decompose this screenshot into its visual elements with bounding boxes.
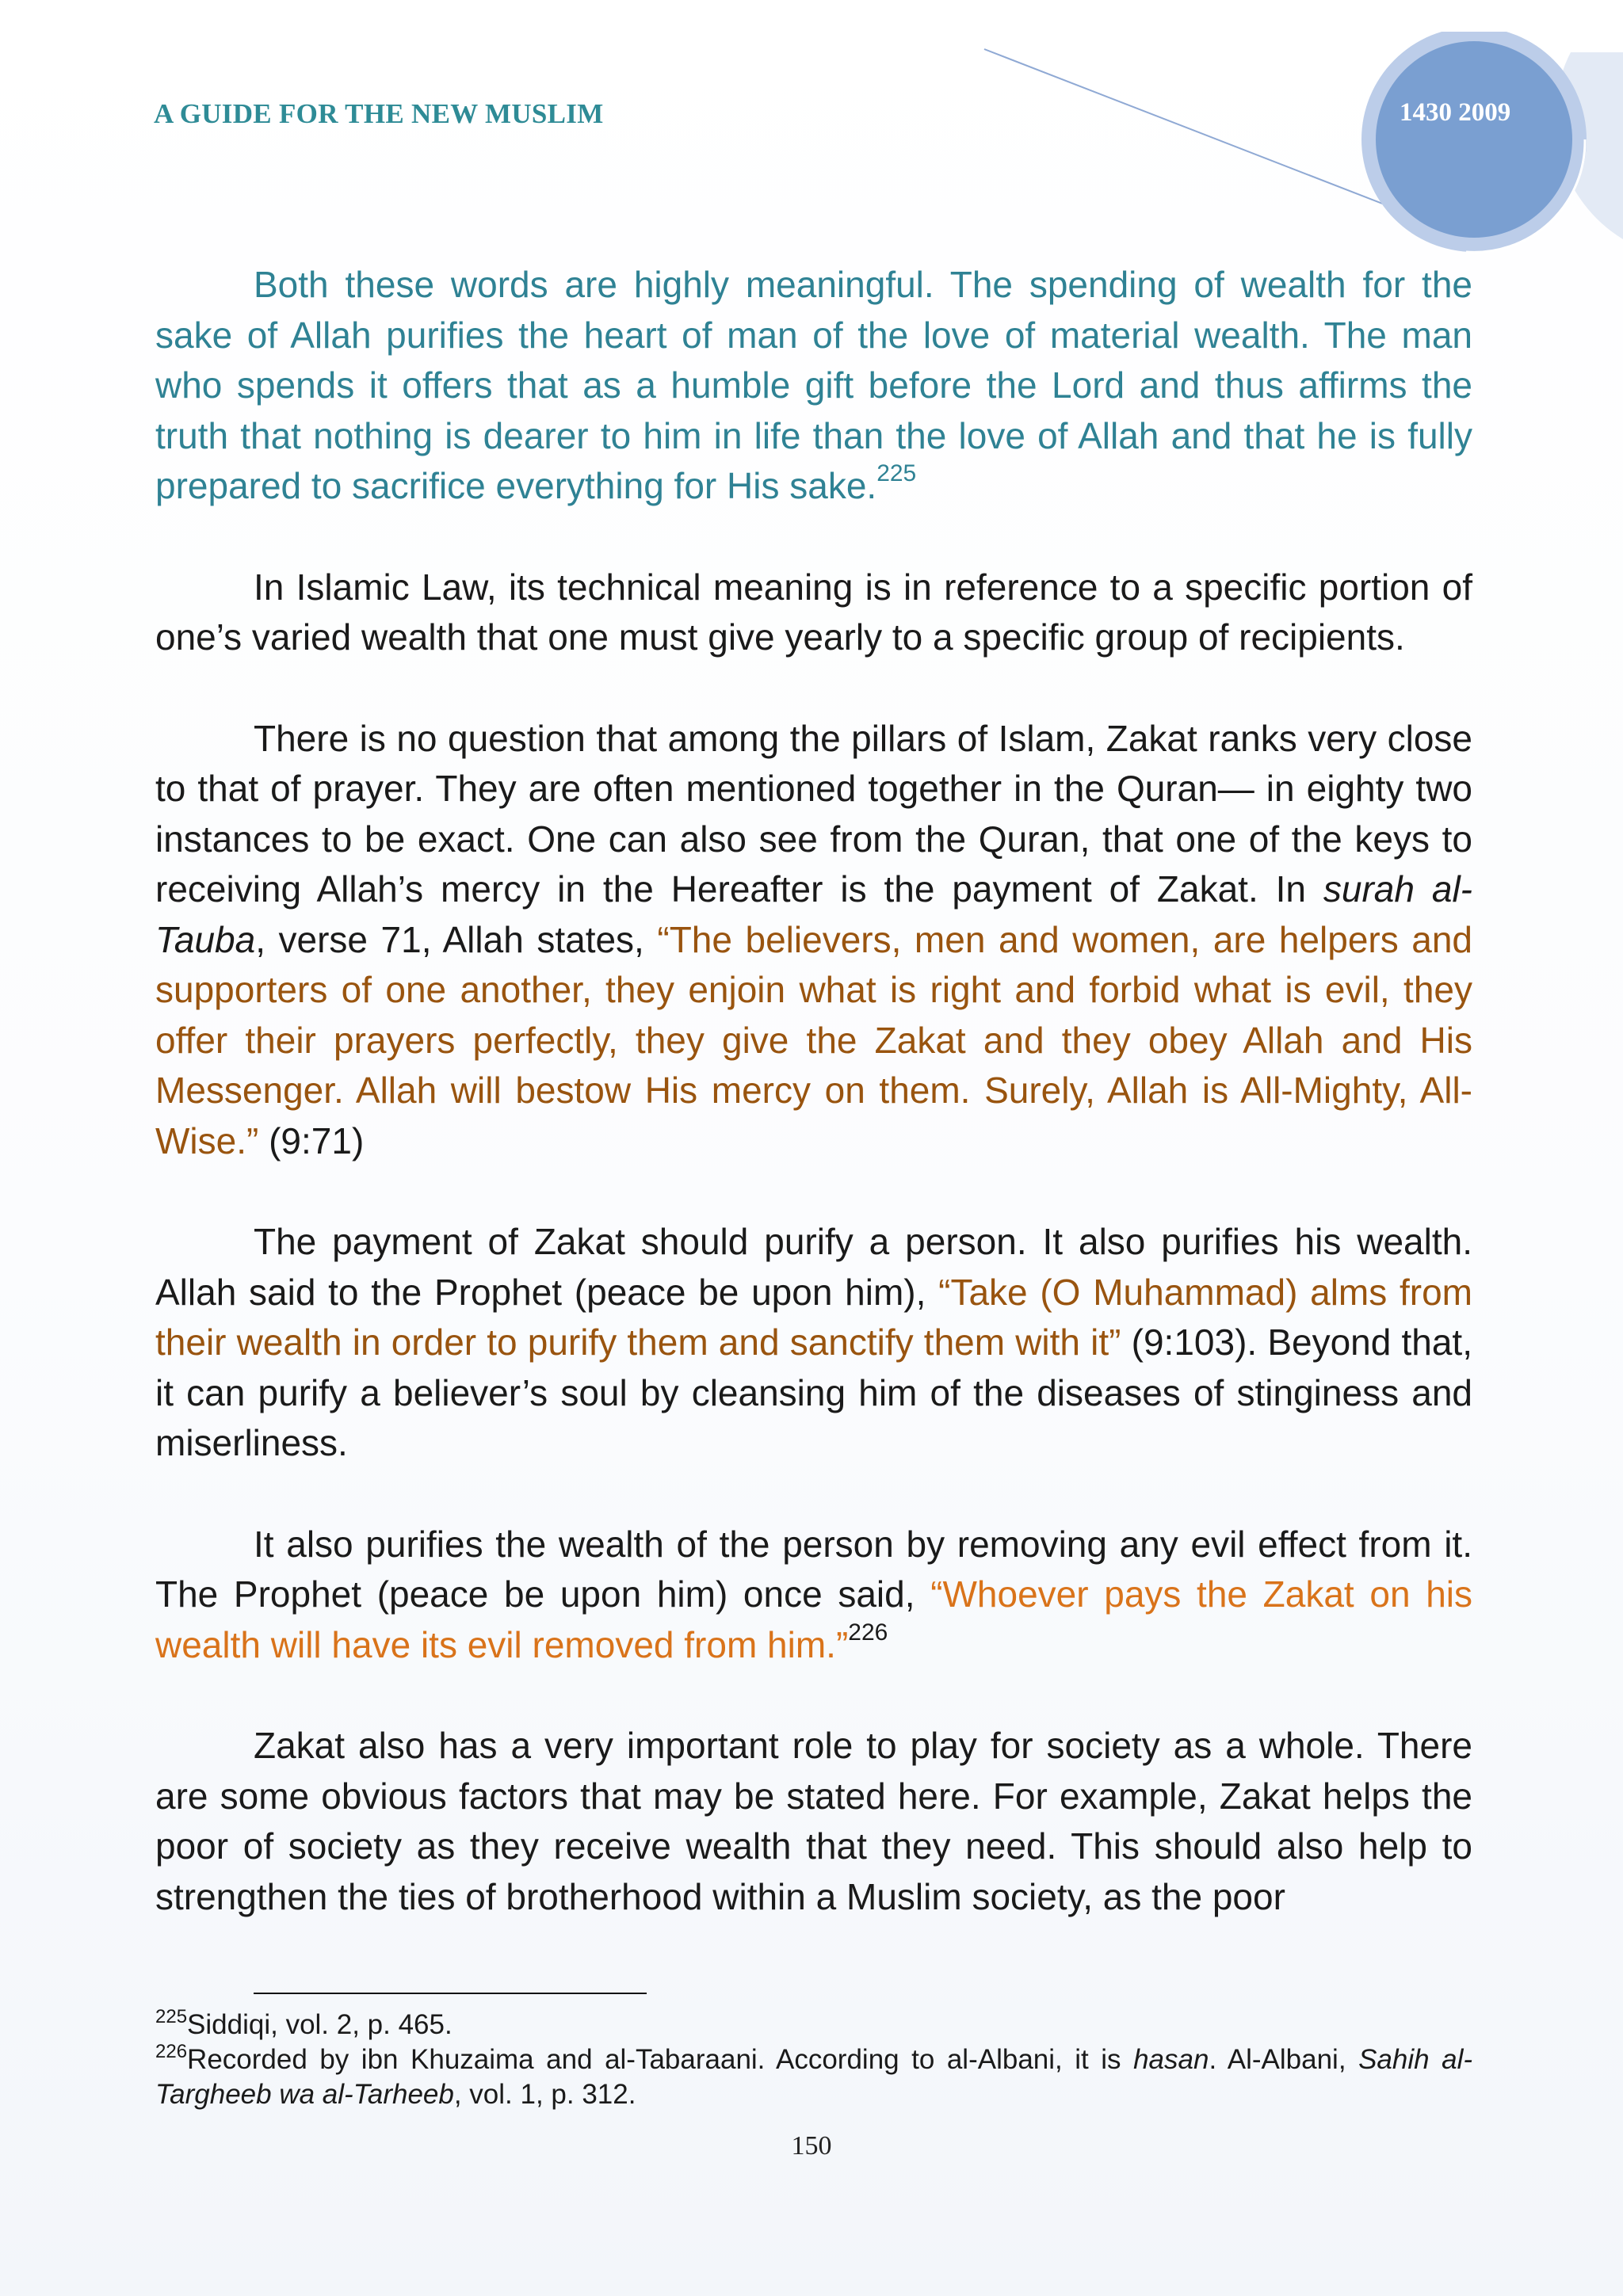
paragraph-islamic-law <box>155 563 1472 663</box>
footnote-text: Recorded by ibn Khuzaima and al-Tabaraani. According to al-Albani, it is <box>187 2044 1121 2075</box>
paragraph-text: There is no question that among the pillars of Islam, Zakat ranks very close to that of prayer. They are often mentioned together in the Quran— in eighty two instances to be exact. One can also see from the Quran, that one of the keys to receiving Allah’s mercy in the Hereafter is the payment of Zakat. In <box>155 717 1472 910</box>
footnote-text: Siddiqi, vol. 2, p. 465. <box>187 2009 453 2040</box>
paragraph-text: Zakat also has a very important role to play for society as a whole. There are some obvious factors that may be stated here. For example, Zakat helps the poor of society as they receive wealth that they need. This should also help to strengthen the ties of brotherhood within a Muslim society, as the poor <box>155 1725 1472 1917</box>
paragraph-text: In Islamic Law, its technical meaning is in reference to a specific portion of one’s varied wealth that one must give yearly to a specific group of recipients. <box>155 566 1472 658</box>
paragraph-society <box>155 1721 1472 1922</box>
paragraph-purify-person <box>155 1217 1472 1469</box>
footnote-grading: hasan <box>1133 2044 1209 2075</box>
paragraph-text: The payment of Zakat should purify a person. It also purifies his wealth. Allah said to the Prophet (peace be upon him), <box>155 1221 1472 1313</box>
footnote-226 <box>155 2042 1472 2112</box>
footnote-225 <box>155 2008 1472 2042</box>
header-circle-decoration <box>975 32 1623 269</box>
page-number: 150 <box>791 2131 832 2161</box>
quran-quote: “Take (O Muhammad) alms from their wealth in order to purify them and sanctify them with it” <box>155 1271 1472 1363</box>
paragraph-text: (9:103). Beyond that, it can purify a believer’s soul by cleansing him of the diseases of stinginess and miserliness. <box>155 1322 1472 1463</box>
paragraph-text: , verse 71, Allah states, <box>255 918 644 960</box>
footnotes <box>155 2008 1472 2112</box>
paragraph-text: It also purifies the wealth of the person by removing any evil effect from it. The Prophet (peace be upon him) once said, <box>155 1523 1472 1615</box>
paragraph-zakat-meaning <box>155 260 1472 512</box>
footnote-divider <box>254 1993 647 1994</box>
footnote-book-title: Sahih al-Targheeb wa al-Tarheeb <box>155 2044 1473 2110</box>
footnote-number: 226 <box>155 2041 188 2062</box>
hadith-quote: “Whoever pays the Zakat on his wealth will have its evil removed from him.” <box>155 1573 1473 1665</box>
running-header-title: A GUIDE FOR THE NEW MUSLIM <box>154 98 604 129</box>
paragraph-pillars <box>155 714 1472 1167</box>
running-header-year: 1430 2009 <box>1400 98 1511 127</box>
verse-reference: (9:71) <box>269 1119 365 1161</box>
footnote-ref-226: 226 <box>848 1619 888 1646</box>
footnote-text: , vol. 1, p. 312. <box>453 2079 636 2110</box>
footnote-number: 225 <box>155 2006 188 2027</box>
paragraph-text: Both these words are highly meaningful. The spending of wealth for the sake of Allah purifies the heart of man of the love of material wealth. The man who spends it offers that as a humble gift before the Lord and thus affirms the truth that nothing is dearer to him in life than the love of Allah and that he is fully prepared to sacrifice everything for His sake. <box>155 264 1472 506</box>
surah-name: surah al-Tauba <box>155 868 1472 960</box>
footnote-ref-225: 225 <box>876 460 917 486</box>
footnote-text: . Al-Albani, <box>1209 2044 1346 2075</box>
body-text <box>155 260 1472 1973</box>
paragraph-purify-wealth <box>155 1520 1472 1671</box>
quran-quote: “The believers, men and women, are helpers and supporters of one another, they enjoin what is right and forbid what is evil, they offer their prayers perfectly, they give the Zakat and they obey Allah and His Messenger. Allah will bestow His mercy on them. Surely, Allah is All-Mighty, All-Wise.” <box>155 918 1473 1161</box>
